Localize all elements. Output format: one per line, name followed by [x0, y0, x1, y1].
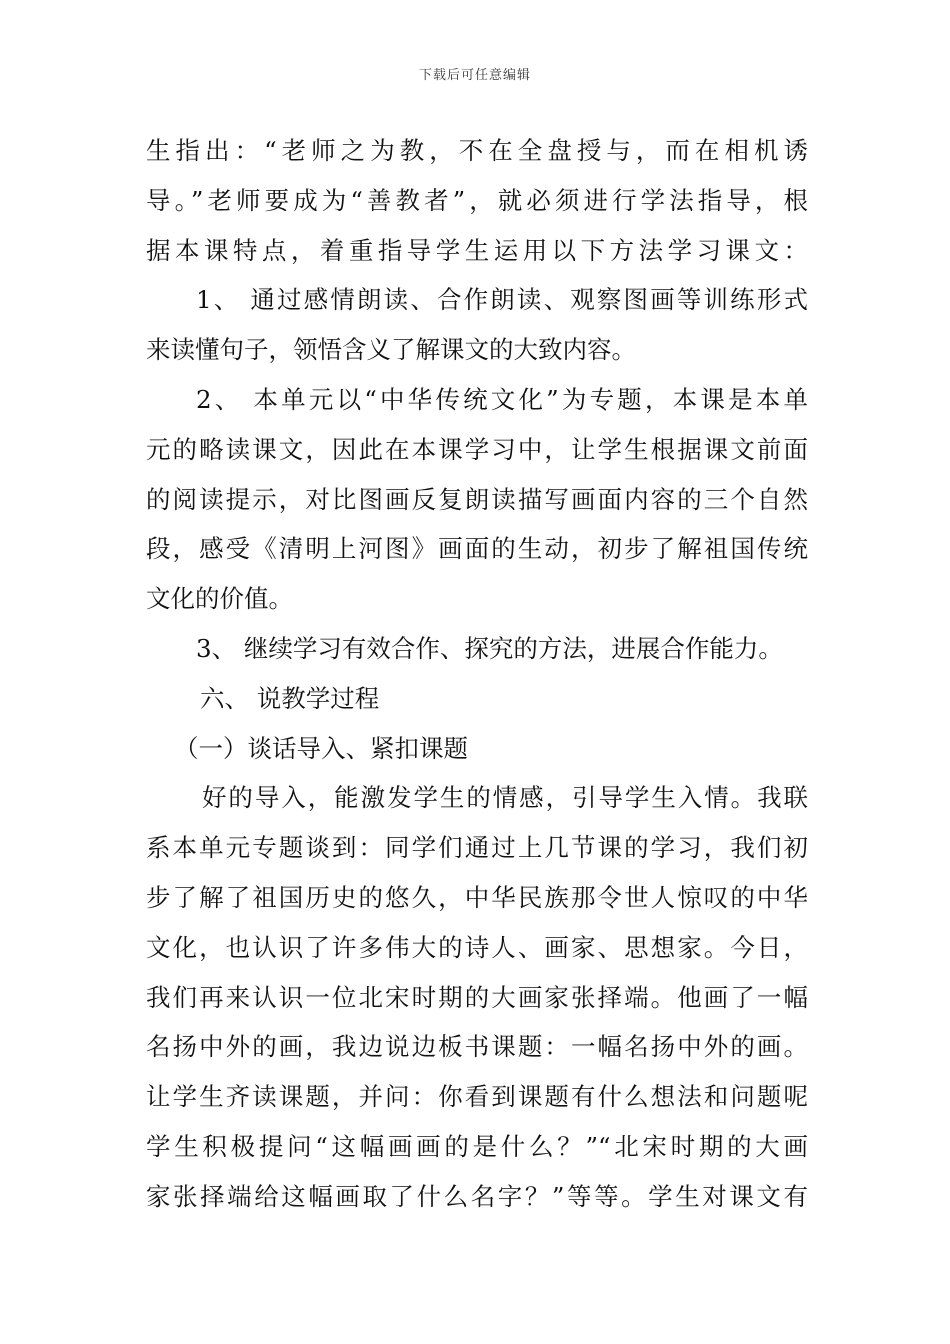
text-line: 文化的价值。 — [146, 584, 293, 614]
text-line: 文化，也认识了许多伟大的诗人、画家、思想家。今日， — [146, 932, 808, 962]
text-line: 学生积极提问“这幅画画的是什么？”“北宋时期的大画 — [146, 1131, 808, 1161]
paragraph-first-line: 好的导入，能激发学生的情感，引导学生入情。我联 — [202, 783, 808, 813]
text-line: 步了解了祖国历史的悠久，中华民族那令世人惊叹的中华 — [146, 882, 808, 912]
text-line: 让学生齐读课题，并问：你看到课题有什么想法和问题呢 — [146, 1082, 808, 1112]
text-line: 段，感受《清明上河图》画面的生动，初步了解祖国传统 — [146, 534, 808, 564]
text-line: 我们再来认识一位北宋时期的大画家张择端。他画了一幅 — [146, 982, 808, 1012]
text-line: 生指出：“老师之为教，不在全盘授与，而在相机诱 — [146, 136, 808, 165]
text-line: 导。”老师要成为“善教者”，就必须进行学法指导，根 — [146, 185, 808, 215]
list-item-3-line: 3、 继续学习有效合作、探究的方法，进展合作能力。 — [196, 633, 783, 663]
section-heading: 六、 说教学过程 — [200, 683, 380, 713]
text-line: 据本课特点，着重指导学生运用以下方法学习课文： — [146, 235, 808, 265]
subsection-heading: （一）谈话导入、紧扣课题 — [174, 733, 468, 763]
page-header: 下载后可任意编辑 — [418, 68, 531, 83]
list-item-1-line: 1、 通过感情朗读、合作朗读、观察图画等训练形式 — [196, 285, 808, 315]
text-line: 的阅读提示，对比图画反复朗读描写画面内容的三个自然 — [146, 484, 808, 514]
text-line: 名扬中外的画，我边说边板书课题：一幅名扬中外的画。 — [146, 1032, 808, 1062]
list-item-2-line: 2、 本单元以“中华传统文化”为专题，本课是本单 — [196, 384, 808, 414]
text-line: 来读懂句子，领悟含义了解课文的大致内容。 — [146, 335, 636, 365]
text-line: 系本单元专题谈到：同学们通过上几节课的学习，我们初 — [146, 833, 808, 863]
text-line: 家张择端给这幅画取了什么名字？”等等。学生对课文有 — [146, 1181, 808, 1211]
text-line: 元的略读课文，因此在本课学习中，让学生根据课文前面 — [146, 434, 808, 464]
document-body — [146, 126, 808, 1222]
